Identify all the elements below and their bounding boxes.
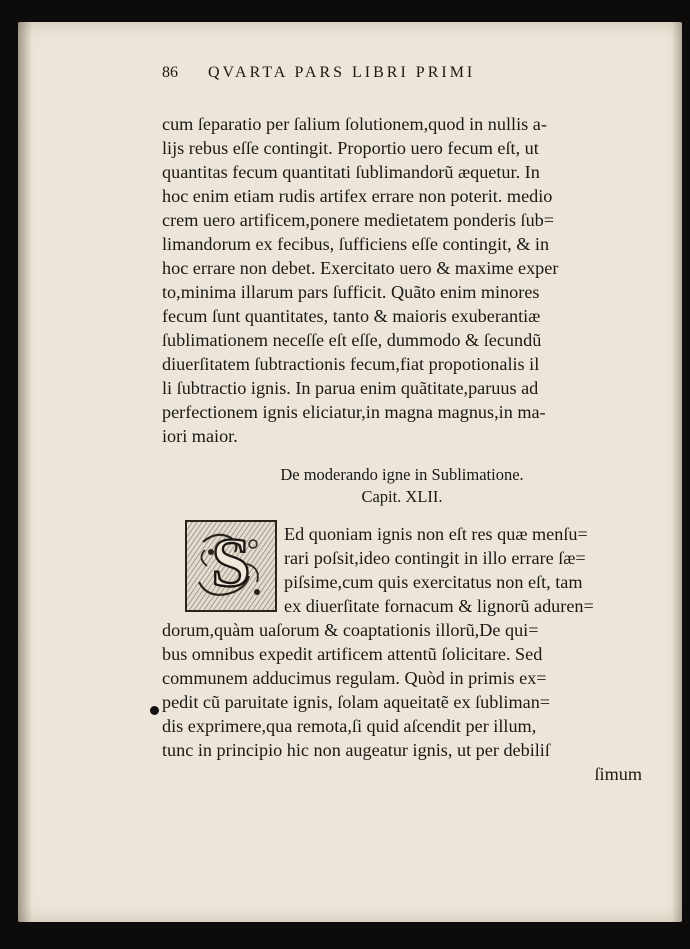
text-line: perfectionem ignis eliciatur,in magna magnus,in ma-: [162, 402, 546, 422]
text-line: diuerſitatem ſubtractionis fecum,fiat propotionalis il: [162, 354, 540, 374]
text-line: communem adducimus regulam. Quòd in primis ex=: [162, 668, 547, 688]
page-number: 86: [162, 64, 178, 81]
text-line: hoc enim etiam rudis artifex errare non poterit. medio: [162, 186, 553, 206]
text-line: piſsime,cum quis exercitatus non eſt, tam: [284, 572, 583, 592]
text-line: quantitas fecum quantitati ſublimandorũ æquetur. In: [162, 162, 540, 182]
text-line: dis exprimere,qua remota,ſi quid aſcendit per illum,: [162, 716, 537, 736]
text-line: bus omnibus expedit artificem attentũ ſolicitare. Sed: [162, 644, 543, 664]
chapter-number: Capit. XLII.: [361, 487, 443, 506]
text-line: ſublimationem neceſſe eſt eſſe, dummodo & ſecundũ: [162, 330, 542, 350]
text-line: li ſubtractio ignis. In parua enim quãtitate,paruus ad: [162, 378, 539, 398]
text-line: hoc errare non debet. Exercitato uero & maxime exper: [162, 258, 559, 278]
text-line: crem uero artificem,ponere medietatem ponderis ſub=: [162, 210, 555, 230]
text-line: rari poſsit,ideo contingit in illo errare ſæ=: [284, 548, 586, 568]
catchword: ſimum: [594, 764, 642, 784]
text-line: tunc in principio hic non augeatur ignis, ut per debiliſ: [162, 740, 550, 760]
text-line: cum ſeparatio per ſalium ſolutionem,quod in nullis a-: [162, 114, 547, 134]
main-text-block: [162, 0, 642, 949]
text-line: pedit cũ paruitate ignis, ſolam aqueitatẽ ex ſubliman=: [162, 692, 551, 712]
text-line: lijs rebus eſſe contingit. Proportio uero fecum eſt, ut: [162, 138, 539, 158]
text-line: fecum ſunt quantitates, tanto & maioris exuberantiæ: [162, 306, 541, 326]
initial-letter: S: [211, 525, 251, 602]
decorated-initial-s: [185, 520, 277, 612]
running-title: QVARTA PARS LIBRI PRIMI: [208, 64, 476, 81]
text-line: ex diuerſitate fornacum & lignorũ aduren=: [284, 596, 594, 616]
text-line: iori maior.: [162, 426, 238, 446]
margin-mark: [150, 706, 159, 715]
text-line: limandorum ex fecibus, ſufficiens eſſe contingit, & in: [162, 234, 550, 254]
text-line: to,minima illarum pars ſufficit. Quãto enim minores: [162, 282, 540, 302]
text-line: dorum,quàm uaſorum & coaptationis illorũ,De qui=: [162, 620, 539, 640]
chapter-title: De moderando igne in Sublimatione.: [280, 465, 524, 484]
decorated-initial-art: [187, 522, 275, 610]
text-line: Ed quoniam ignis non eſt res quæ menſu=: [284, 524, 588, 544]
